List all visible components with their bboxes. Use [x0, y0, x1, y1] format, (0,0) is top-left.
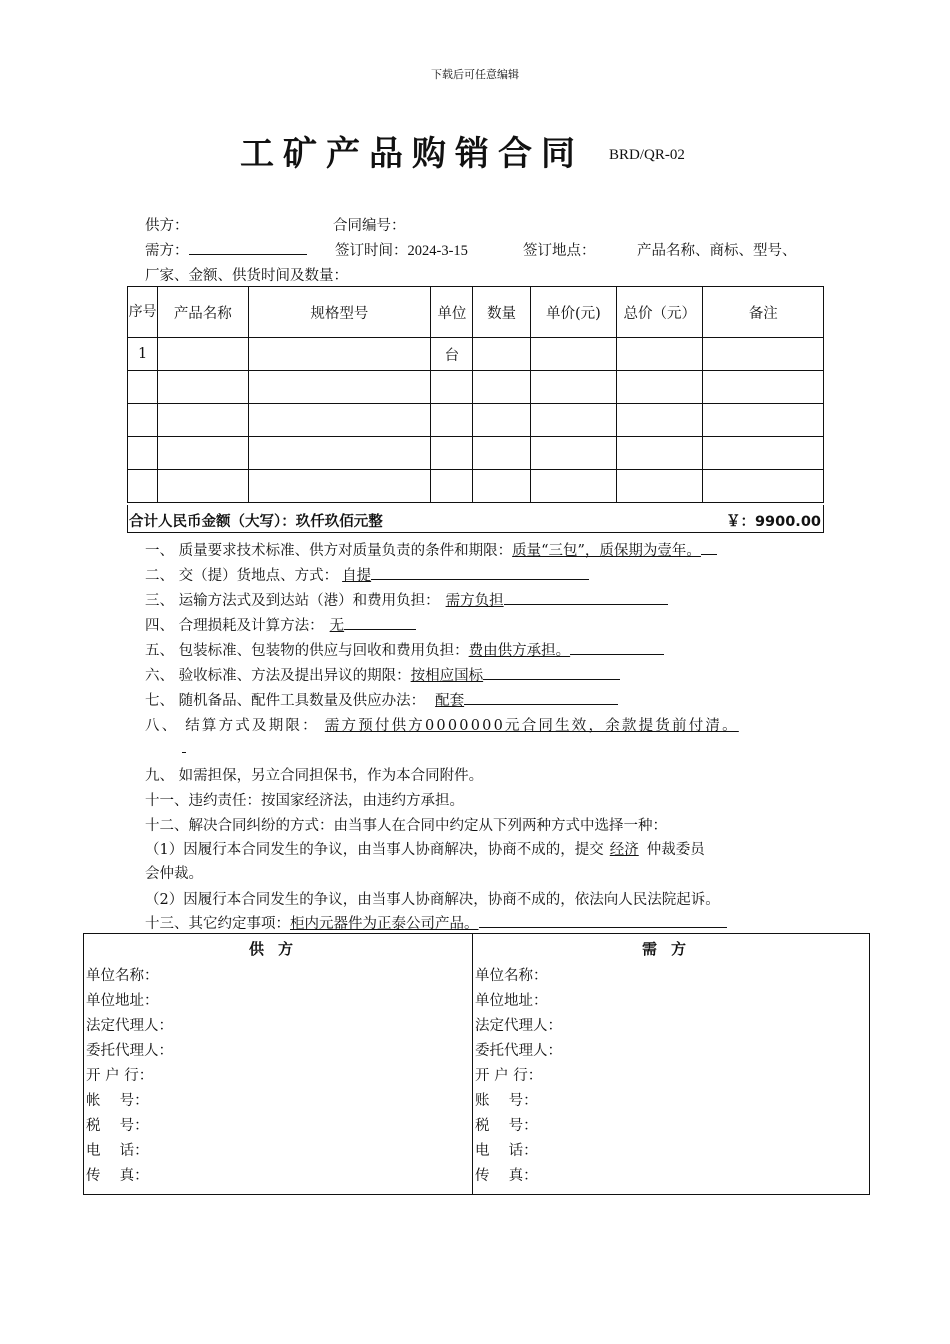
supplier-field[interactable]: 电 话： [86, 1143, 149, 1159]
table-cell[interactable] [530, 371, 616, 404]
clause-text: （1）因履行本合同发生的争议，由当事人协商解决，协商不成的，提交 [145, 842, 604, 858]
col-header-product-name: 产品名称 [158, 287, 248, 338]
supplier-title: 供方 [248, 940, 307, 958]
clause-blank [504, 590, 668, 605]
clause-value: 费由供方承担。 [468, 643, 571, 659]
table-cell[interactable] [248, 404, 431, 437]
clause-5 [145, 639, 664, 660]
col-header-remark: 备注 [703, 287, 824, 338]
table-cell[interactable] [158, 437, 248, 470]
clause-label: 二、 交（提）货地点、方式： [145, 568, 339, 584]
col-header-index: 序号 [128, 287, 158, 338]
table-cell[interactable] [530, 437, 616, 470]
table-cell[interactable] [473, 470, 530, 503]
clause-value: 经济 [609, 842, 639, 858]
table-cell[interactable] [703, 404, 824, 437]
supplier-field[interactable]: 帐 号： [86, 1093, 149, 1109]
table-cell[interactable] [248, 470, 431, 503]
product-intro-1: 产品名称、商标、型号、 [637, 243, 797, 259]
table-cell[interactable] [617, 404, 703, 437]
clause-label: 五、 包装标准、包装物的供应与回收和费用负担： [145, 643, 469, 659]
table-cell[interactable] [158, 371, 248, 404]
table-row [128, 404, 824, 437]
sign-place-label: 签订地点： [523, 243, 596, 259]
table-cell[interactable] [703, 437, 824, 470]
table-cell[interactable] [703, 338, 824, 371]
buyer-field[interactable]: 法定代理人： [475, 1018, 562, 1034]
clause-value: 无 [329, 618, 345, 634]
clause-12-option-2: （2）因履行本合同发生的争议，由当事人协商解决，协商不成的，依法向人民法院起诉。 [145, 892, 720, 908]
document-code: BRD/QR-02 [609, 147, 685, 163]
table-cell[interactable] [158, 470, 248, 503]
contract-no-label: 合同编号： [333, 218, 406, 234]
table-cell[interactable] [128, 470, 158, 503]
buyer-blank[interactable] [189, 240, 307, 255]
clause-text: 仲裁委员 [646, 842, 705, 858]
col-header-spec: 规格型号 [248, 287, 431, 338]
table-cell[interactable] [248, 437, 431, 470]
clause-label: 七、 随机备品、配件工具数量及供应办法： [145, 693, 426, 709]
supplier-field[interactable]: 开 户 行： [86, 1068, 154, 1084]
clause-blank [464, 690, 618, 705]
clause-label: 四、 合理损耗及计算方法： [145, 618, 324, 634]
clause-label: 三、 运输方法式及到达站（港）和费用负担： [145, 593, 440, 609]
clause-9: 九、 如需担保，另立合同担保书，作为本合同附件。 [145, 768, 484, 784]
clause-blank [371, 565, 589, 580]
table-cell[interactable] [431, 404, 473, 437]
clause-value: 柜内元器件为正泰公司产品。 [290, 916, 479, 932]
sign-date-label: 签订时间： [335, 243, 408, 259]
table-cell[interactable] [530, 470, 616, 503]
supplier-column [84, 934, 473, 1194]
table-cell[interactable] [473, 338, 530, 371]
clause-label: 一、 质量要求技术标准、供方对质量负责的条件和期限： [145, 543, 513, 559]
product-intro-2: 厂家、金额、供货时间及数量： [145, 268, 348, 284]
table-cell[interactable]: 1 [128, 338, 158, 371]
buyer-field[interactable]: 开 户 行： [475, 1068, 543, 1084]
clause-label: 十三、其它约定事项： [145, 916, 290, 932]
clause-blank [570, 640, 664, 655]
table-row [128, 371, 824, 404]
clause-6 [145, 664, 620, 685]
table-row [128, 338, 824, 371]
col-header-unit: 单位 [431, 287, 473, 338]
table-cell[interactable] [703, 371, 824, 404]
table-row [128, 437, 824, 470]
table-cell[interactable] [473, 404, 530, 437]
total-amount-value: ￥：9900.00 [725, 514, 821, 530]
buyer-field[interactable]: 税 号： [475, 1118, 538, 1134]
table-header-row [128, 287, 824, 338]
clause-blank [182, 742, 186, 753]
clause-8-continuation [182, 741, 186, 757]
table-cell[interactable] [158, 338, 248, 371]
table-cell[interactable] [617, 371, 703, 404]
header-note: 下载后可任意编辑 [431, 68, 519, 81]
buyer-column [473, 934, 869, 1194]
buyer-field[interactable]: 单位名称： [475, 968, 548, 984]
clause-value: 需方负担 [445, 593, 504, 609]
total-amount-row [127, 505, 824, 533]
buyer-field[interactable]: 单位地址： [475, 993, 548, 1009]
supplier-field[interactable]: 税 号： [86, 1118, 149, 1134]
clause-2 [145, 564, 589, 585]
table-cell[interactable] [617, 470, 703, 503]
table-cell[interactable] [431, 437, 473, 470]
table-cell[interactable] [158, 404, 248, 437]
clause-12-option-1-cont: 会仲裁。 [145, 866, 203, 882]
clause-blank [479, 913, 727, 928]
clause-value: 自提 [342, 568, 372, 584]
buyer-line [145, 239, 307, 260]
buyer-field[interactable]: 电 话： [475, 1143, 538, 1159]
table-cell[interactable]: 台 [431, 338, 473, 371]
buyer-field[interactable]: 账 号： [475, 1093, 538, 1109]
clause-1 [145, 539, 717, 560]
total-amount-label: 合计人民币金额（大写）：玖仟玖佰元整 [129, 514, 383, 530]
clause-blank [483, 665, 620, 680]
table-cell[interactable] [128, 437, 158, 470]
contract-no-line [333, 214, 406, 235]
table-cell[interactable] [431, 371, 473, 404]
supplier-field[interactable]: 传 真： [86, 1168, 149, 1184]
buyer-label: 需方： [145, 243, 189, 259]
table-cell[interactable] [617, 338, 703, 371]
clause-13 [145, 912, 727, 933]
table-cell[interactable] [617, 437, 703, 470]
clause-4 [145, 614, 416, 635]
buyer-field[interactable]: 传 真： [475, 1168, 538, 1184]
clause-blank [344, 615, 416, 630]
table-cell[interactable] [530, 338, 616, 371]
product-table [127, 286, 824, 503]
clause-label: 六、 验收标准、方法及提出异议的期限： [145, 668, 411, 684]
clause-value: 按相应国标 [410, 668, 484, 684]
table-cell[interactable] [473, 371, 530, 404]
supplier-field[interactable]: 单位名称： [86, 968, 159, 984]
sign-date-line [335, 239, 468, 260]
clause-12-option-1 [145, 838, 705, 859]
buyer-title: 需方 [641, 940, 700, 958]
table-row [128, 470, 824, 503]
clause-blank [701, 540, 717, 555]
clause-11: 十一、违约责任：按国家经济法，由违约方承担。 [145, 793, 464, 809]
table-cell[interactable] [248, 338, 431, 371]
page-title: 工矿产品购销合同 [240, 134, 584, 174]
table-cell[interactable] [703, 470, 824, 503]
supplier-line [145, 214, 189, 235]
clause-8 [145, 714, 739, 735]
table-cell[interactable] [530, 404, 616, 437]
parties-table [83, 933, 870, 1195]
supplier-label: 供方： [145, 218, 189, 234]
sign-place-line [523, 239, 596, 260]
supplier-field[interactable]: 委托代理人： [86, 1043, 173, 1059]
clause-value: 需方预付供方0000000元合同生效，余款提货前付清。 [324, 718, 739, 734]
col-header-total-price: 总价（元） [617, 287, 703, 338]
buyer-field[interactable]: 委托代理人： [475, 1043, 562, 1059]
clause-value: 质量“三包”，质保期为壹年。 [512, 543, 701, 559]
col-header-unit-price: 单价(元) [530, 287, 616, 338]
supplier-field[interactable]: 法定代理人： [86, 1018, 173, 1034]
clause-12: 十二、解决合同纠纷的方式：由当事人在合同中约定从下列两种方式中选择一种： [145, 818, 667, 834]
clause-7 [145, 689, 618, 710]
supplier-field[interactable]: 单位地址： [86, 993, 159, 1009]
clause-label: 八、 结算方式及期限： [145, 718, 319, 734]
clause-value: 配套 [435, 693, 465, 709]
table-cell[interactable] [431, 470, 473, 503]
col-header-quantity: 数量 [473, 287, 530, 338]
sign-date-value: 2024-3-15 [407, 243, 468, 259]
table-cell[interactable] [128, 371, 158, 404]
table-cell[interactable] [128, 404, 158, 437]
clause-3 [145, 589, 668, 610]
table-cell[interactable] [248, 371, 431, 404]
table-cell[interactable] [473, 437, 530, 470]
